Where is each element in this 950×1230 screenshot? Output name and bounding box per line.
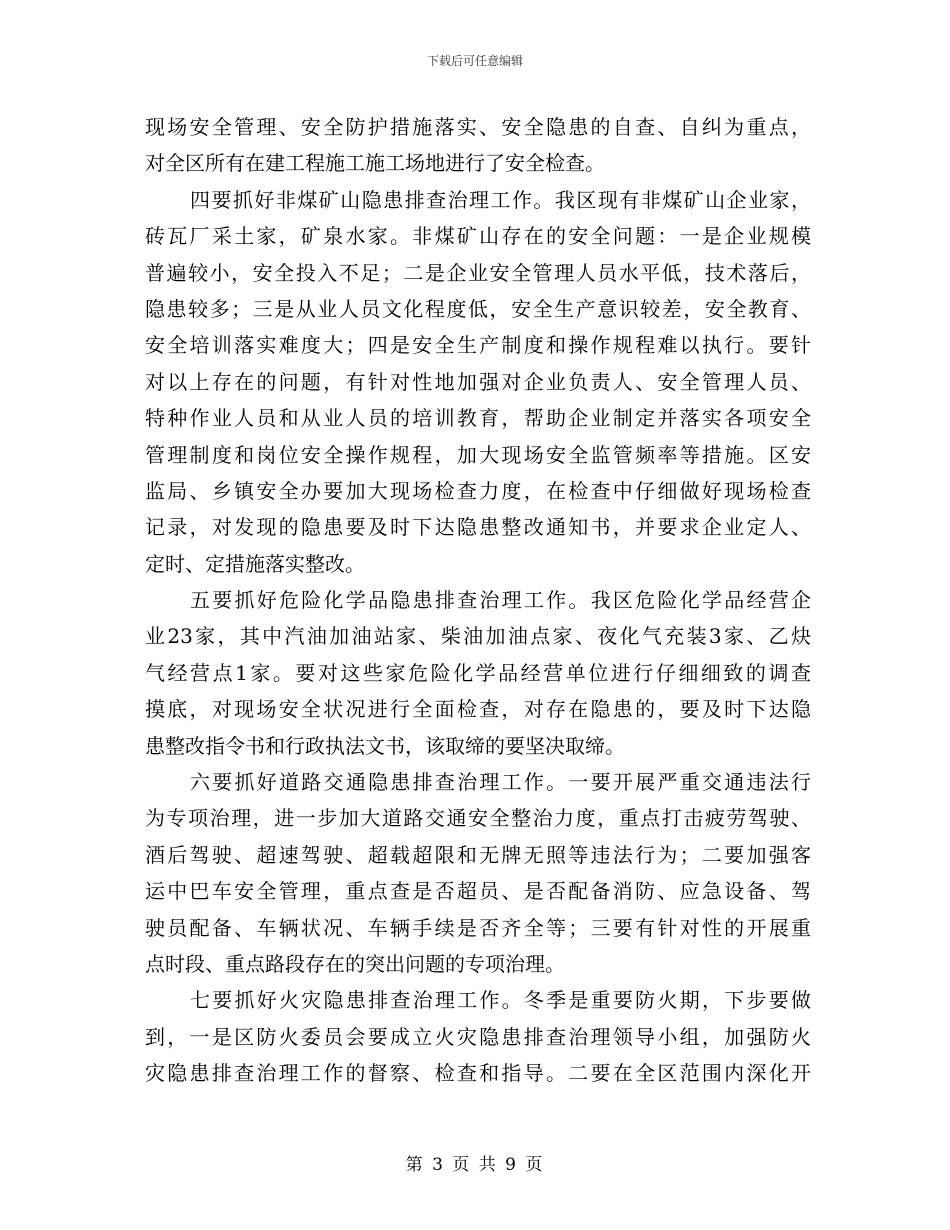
text-line: 驶员配备、车辆状况、车辆手续是否齐全等；三要有针对性的开展重: [145, 915, 811, 940]
text-line: 运中巴车安全管理，重点查是否超员、是否配备消防、应急设备、驾: [145, 879, 811, 904]
text-line: 七要抓好火灾隐患排查治理工作。冬季是重要防火期，下步要做: [190, 988, 811, 1013]
text-line: 气经营点1家。要对这些家危险化学品经营单位进行仔细细致的调查: [145, 660, 811, 685]
text-line: 点时段、重点路段存在的突出问题的专项治理。: [145, 951, 565, 976]
text-line: 对全区所有在建工程施工施工场地进行了安全检查。: [145, 151, 605, 176]
text-line: 酒后驾驶、超速驾驶、超载超限和无牌无照等违法行为；二要加强客: [145, 842, 811, 867]
text-line: 管理制度和岗位安全操作规程，加大现场安全监管频率等措施。区安: [145, 442, 811, 467]
text-line: 业23家，其中汽油加油站家、柴油加油点家、夜化气充装3家、乙炔: [145, 624, 811, 649]
text-line: 现场安全管理、安全防护措施落实、安全隐患的自查、自纠为重点，: [145, 115, 811, 139]
text-line: 隐患较多；三是从业人员文化程度低，安全生产意识较差，安全教育、: [145, 296, 811, 321]
text-line: 对以上存在的问题，有针对性地加强对企业负责人、安全管理人员、: [145, 369, 811, 394]
text-line: 摸底，对现场安全状况进行全面检查，对存在隐患的，要及时下达隐: [145, 697, 811, 722]
text-line: 安全培训落实难度大；四是安全生产制度和操作规程难以执行。要针: [145, 333, 811, 358]
page-number-footer: 第 3 页 共 9 页: [405, 1155, 545, 1175]
page-header: 下载后可任意编辑: [426, 54, 523, 68]
text-line: 砖瓦厂采土家，矿泉水家。非煤矿山存在的安全问题：一是企业规模: [145, 224, 811, 249]
text-line: 五要抓好危险化学品隐患排查治理工作。我区危险化学品经营企: [190, 588, 811, 613]
text-line: 四要抓好非煤矿山隐患排查治理工作。我区现有非煤矿山企业家，: [190, 187, 811, 212]
document-body: [145, 109, 811, 1092]
text-line: 监局、乡镇安全办要加大现场检查力度，在检查中仔细做好现场检查: [145, 478, 811, 503]
text-line: 特种作业人员和从业人员的培训教育，帮助企业制定并落实各项安全: [145, 406, 811, 431]
text-line: 到，一是区防火委员会要成立火灾隐患排查治理领导小组，加强防火: [145, 1024, 811, 1049]
text-line: 六要抓好道路交通隐患排查治理工作。一要开展严重交通违法行: [190, 770, 811, 795]
text-line: 定时、定措施落实整改。: [145, 551, 365, 576]
text-line: 灾隐患排查治理工作的督察、检查和指导。二要在全区范围内深化开: [145, 1061, 811, 1086]
text-line: 患整改指令书和行政执法文书，该取缔的要坚决取缔。: [145, 733, 625, 758]
text-line: 记录，对发现的隐患要及时下达隐患整改通知书，并要求企业定人、: [145, 515, 811, 540]
text-line: 为专项治理，进一步加大道路交通安全整治力度，重点打击疲劳驾驶、: [145, 806, 811, 831]
text-line: 普遍较小，安全投入不足；二是企业安全管理人员水平低，技术落后，: [145, 260, 811, 285]
